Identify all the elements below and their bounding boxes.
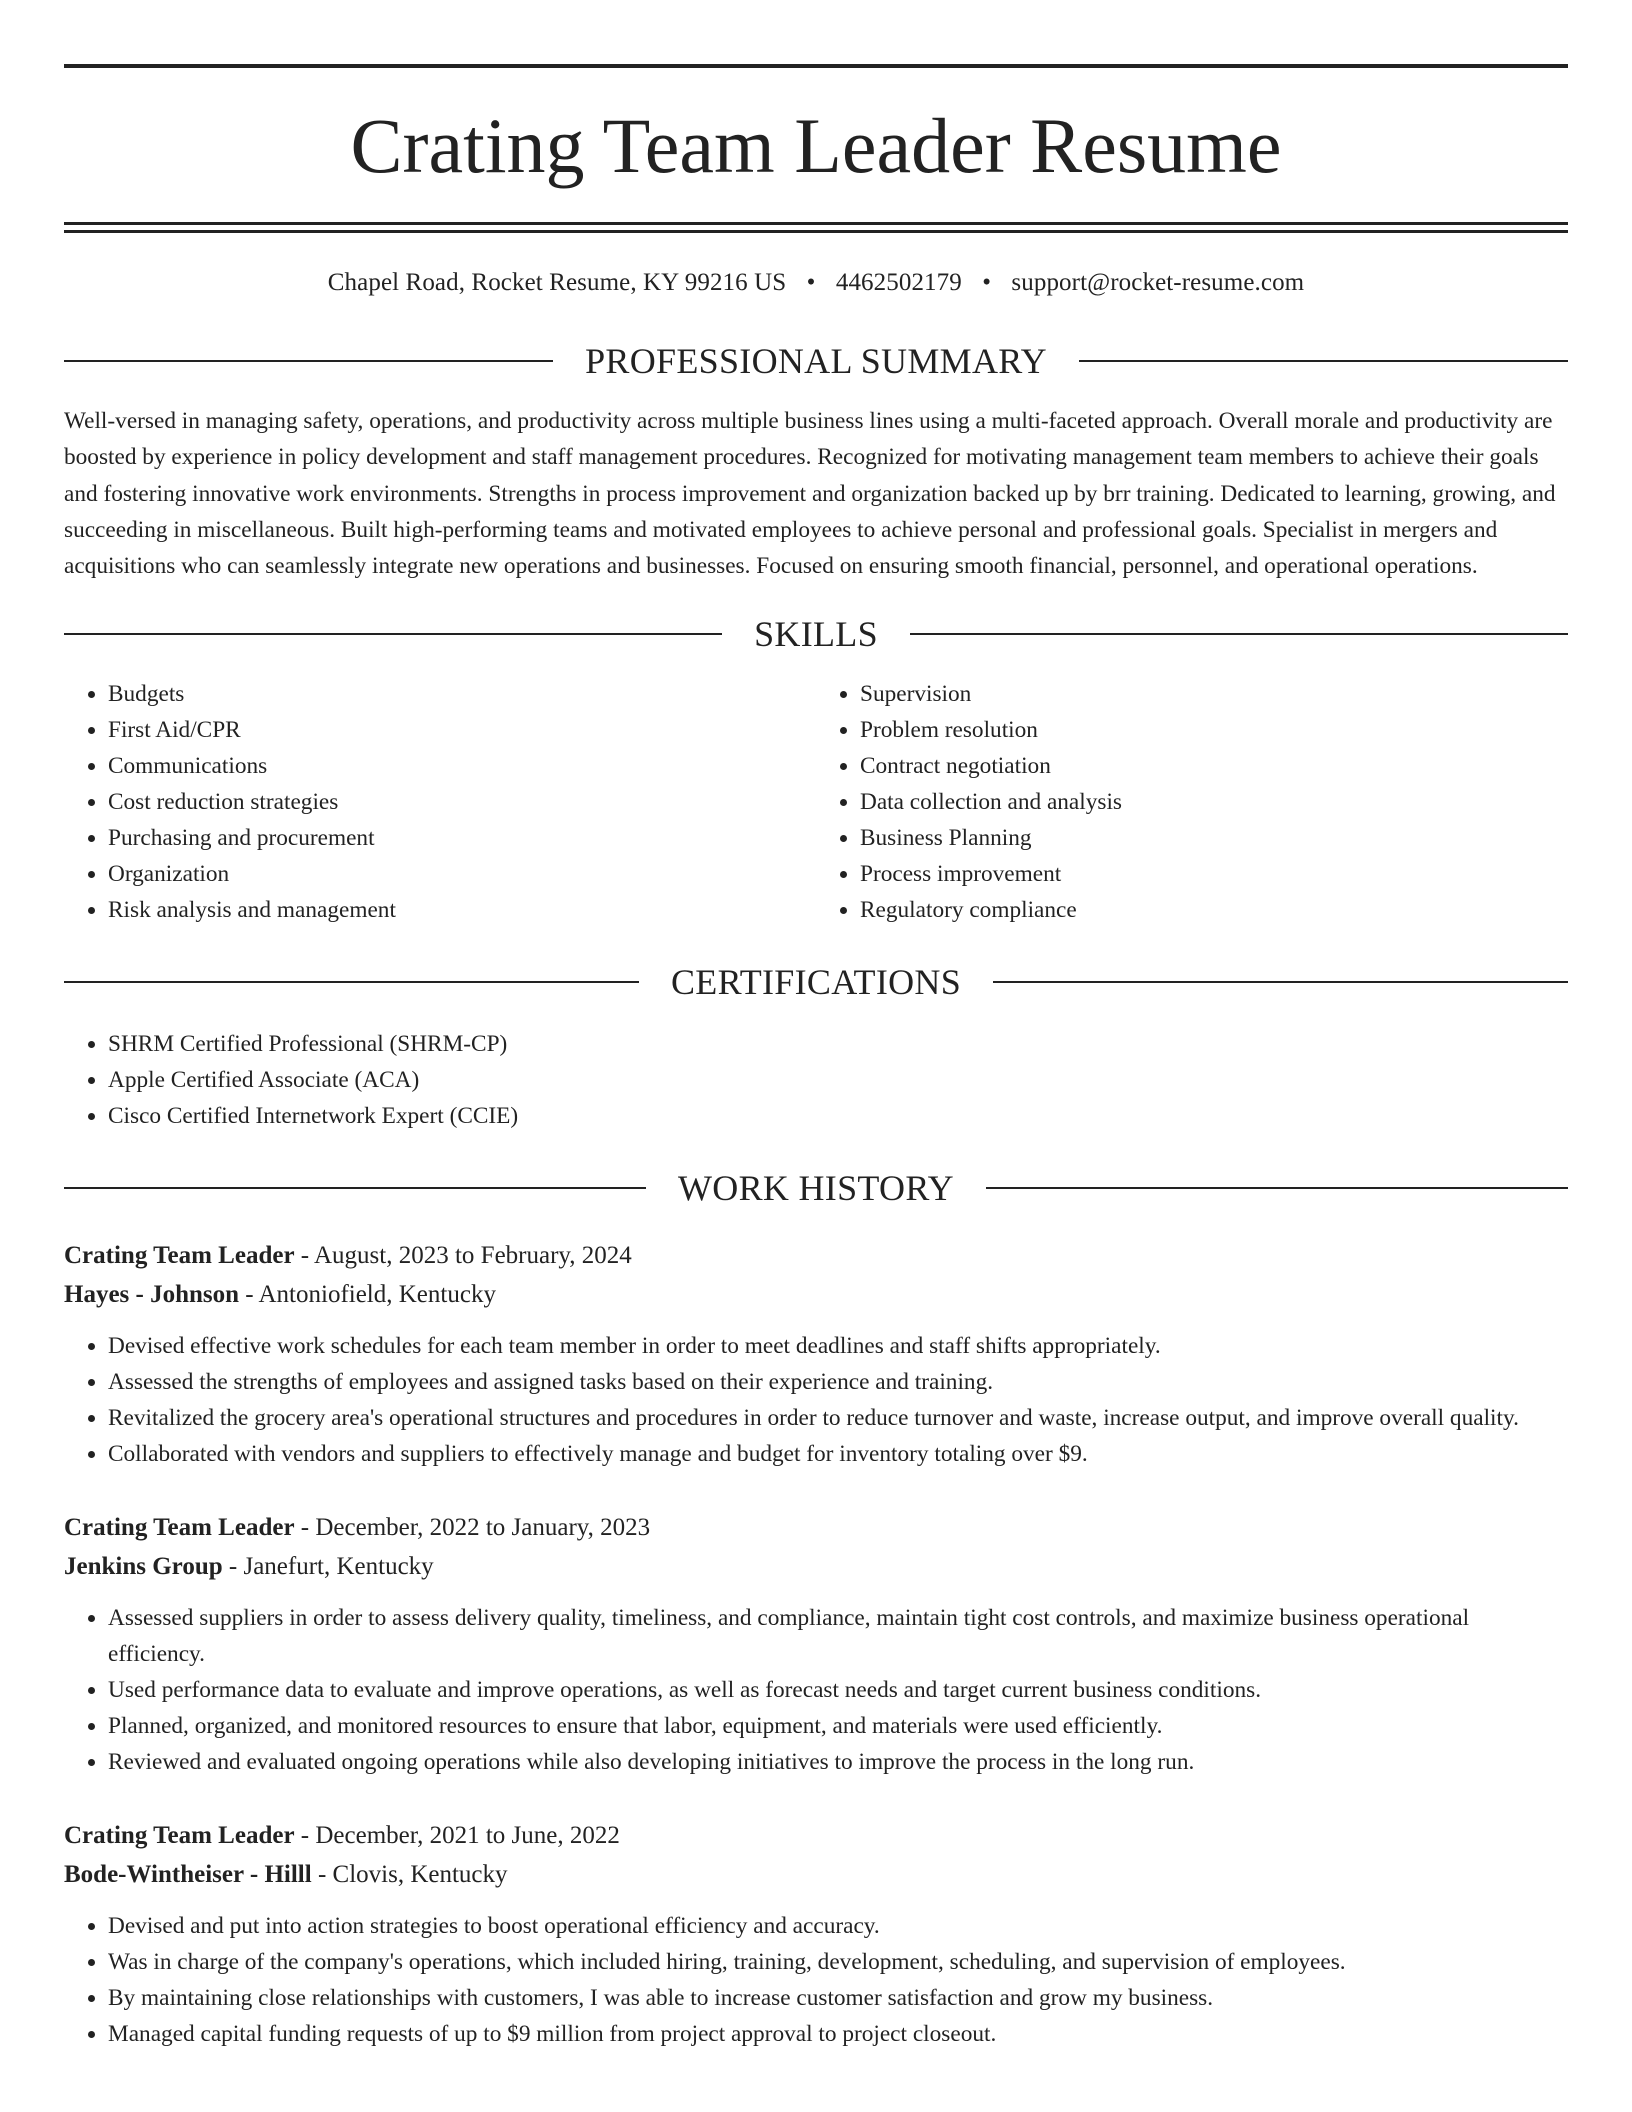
top-rule: [64, 64, 1568, 68]
certifications-list: [64, 1026, 1568, 1134]
contact-email: support@rocket-resume.com: [1011, 269, 1305, 296]
job-entry: [64, 1236, 1568, 1472]
job-title-line: [64, 1816, 1568, 1855]
job-bullet: • By maintaining close relationships with customers, I was able to increase customer satisfaction and grow my business.: [108, 1980, 1568, 2016]
job-bullet: • Reviewed and evaluated ongoing operations while also developing initiatives to improve the process in the long run.: [108, 1744, 1568, 1780]
section-rule: [993, 981, 1568, 983]
job-company-line: [64, 1275, 1568, 1314]
skill-item: • Supervision: [860, 676, 1568, 712]
job-company: Jenkins Group: [64, 1553, 223, 1581]
section-header-certifications: [64, 962, 1568, 1002]
certification-item: • Apple Certified Associate (ACA): [108, 1062, 1568, 1098]
section-rule: [64, 1187, 646, 1189]
section-rule: [986, 1187, 1568, 1189]
job-bullet: • Used performance data to evaluate and improve operations, as well as forecast needs and target current business conditions.: [108, 1672, 1568, 1708]
skill-item: • Business Planning: [860, 820, 1568, 856]
skill-item: • Contract negotiation: [860, 748, 1568, 784]
job-bullet: • Assessed the strengths of employees and assigned tasks based on their experience and training.: [108, 1364, 1568, 1400]
job-bullet: • Revitalized the grocery area's operational structures and procedures in order to reduce turnover and waste, increase output, and improve overall quality.: [108, 1400, 1568, 1436]
job-role: Crating Team Leader: [64, 1514, 295, 1542]
job-entry: [64, 1508, 1568, 1780]
job-title-line: [64, 1508, 1568, 1547]
job-bullets: [64, 1600, 1568, 1780]
skill-item: • Organization: [108, 856, 816, 892]
job-bullet: • Managed capital funding requests of up to $9 million from project approval to project closeout.: [108, 2016, 1568, 2052]
job-role: Crating Team Leader: [64, 1242, 295, 1270]
section-rule: [1079, 360, 1568, 362]
job-bullet: • Planned, organized, and monitored resources to ensure that labor, equipment, and materials were used efficiently.: [108, 1708, 1568, 1744]
job-dates: - December, 2021 to June, 2022: [294, 1822, 620, 1850]
section-title-certifications: CERTIFICATIONS: [670, 962, 962, 1003]
skills-columns: [64, 676, 1568, 928]
skill-item: • Regulatory compliance: [860, 892, 1568, 928]
contact-address: Chapel Road, Rocket Resume, KY 99216 US: [327, 269, 787, 296]
job-location: - Janefurt, Kentucky: [222, 1553, 434, 1581]
job-company-line: [64, 1855, 1568, 1894]
resume-title: Crating Team Leader Resume: [350, 102, 1282, 189]
job-location: - Antoniofield, Kentucky: [239, 1281, 496, 1309]
section-header-summary: [64, 341, 1568, 381]
skill-item: • First Aid/CPR: [108, 712, 816, 748]
skill-item: • Budgets: [108, 676, 816, 712]
section-rule: [64, 633, 722, 635]
skills-list-right: [816, 676, 1568, 928]
job-bullet: • Devised effective work schedules for each team member in order to meet deadlines and staff shifts appropriately.: [108, 1328, 1568, 1364]
contact-separator: •: [806, 269, 816, 296]
section-title-skills: SKILLS: [754, 614, 878, 655]
job-dates: - August, 2023 to February, 2024: [294, 1242, 632, 1270]
certification-item: • Cisco Certified Internetwork Expert (CCIE): [108, 1098, 1568, 1134]
skill-item: • Communications: [108, 748, 816, 784]
job-title-line: [64, 1236, 1568, 1275]
section-header-work-history: [64, 1168, 1568, 1208]
skill-item: • Cost reduction strategies: [108, 784, 816, 820]
contact-separator: •: [982, 269, 992, 296]
job-bullet: • Devised and put into action strategies to boost operational efficiency and accuracy.: [108, 1908, 1568, 1944]
job-dates: - December, 2022 to January, 2023: [294, 1514, 651, 1542]
skill-item: • Risk analysis and management: [108, 892, 816, 928]
job-location: - Clovis, Kentucky: [311, 1861, 508, 1889]
section-rule: [910, 633, 1568, 635]
job-bullets: [64, 1328, 1568, 1472]
job-company: Hayes - Johnson: [64, 1281, 240, 1309]
contact-phone: 4462502179: [835, 269, 962, 296]
section-header-skills: [64, 614, 1568, 654]
certification-item: • SHRM Certified Professional (SHRM-CP): [108, 1026, 1568, 1062]
job-entry: [64, 1816, 1568, 2052]
contact-line: [64, 267, 1568, 299]
job-company: Bode-Wintheiser - Hilll: [64, 1861, 312, 1889]
skill-item: • Problem resolution: [860, 712, 1568, 748]
job-bullets: [64, 1908, 1568, 2052]
section-title-summary: PROFESSIONAL SUMMARY: [585, 341, 1047, 381]
skills-list-left: [64, 676, 816, 928]
skill-item: • Purchasing and procurement: [108, 820, 816, 856]
section-title-work-history: WORK HISTORY: [678, 1168, 954, 1209]
job-bullet: • Was in charge of the company's operations, which included hiring, training, development, scheduling, and supervision of employees.: [108, 1944, 1568, 1980]
skill-item: • Process improvement: [860, 856, 1568, 892]
skill-item: • Data collection and analysis: [860, 784, 1568, 820]
summary-text: Well-versed in managing safety, operations, and productivity across multiple business lines using a multi-faceted approach. Overall morale and productivity are boosted by experience in policy development and staff management procedures. Recognized for motivating management team members to achieve their goals and fostering innovative work environments. Strengths in process improvement and organization backed up by brr training. Dedicated to learning, growing, and succeeding in miscellaneous. Built high-performing teams and motivated employees to achieve personal and professional goals. Specialist in mergers and acquisitions who can seamlessly integrate new operations and businesses. Focused on ensuring smooth financial, personnel, and operational operations.: [64, 408, 1556, 580]
section-rule: [64, 360, 553, 362]
job-company-line: [64, 1547, 1568, 1586]
job-role: Crating Team Leader: [64, 1822, 295, 1850]
job-bullet: • Assessed suppliers in order to assess delivery quality, timeliness, and compliance, maintain tight cost controls, and maximize business operational efficiency.: [108, 1600, 1568, 1672]
job-bullet: • Collaborated with vendors and suppliers to effectively manage and budget for inventory totaling over $9.: [108, 1436, 1568, 1472]
title-double-rule: [64, 222, 1568, 233]
section-rule: [64, 981, 639, 983]
